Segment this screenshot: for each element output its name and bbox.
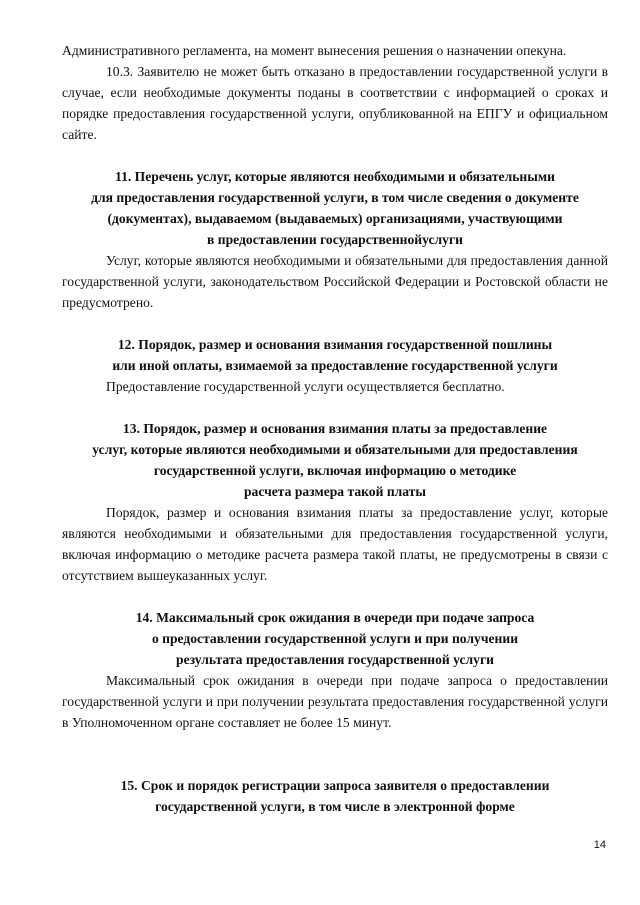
section-11-heading — [62, 166, 608, 250]
section-13-heading-line: государственной услуги, включая информацию о методике — [153, 463, 517, 478]
section-12-heading — [62, 334, 608, 376]
section-13-heading-line: расчета размера такой платы — [243, 484, 427, 499]
section-12-text: Предоставление государственной услуги осуществляется бесплатно. — [106, 379, 505, 394]
section-11-heading-line: (документах), выдаваемом (выдаваемых) организациями, участвующими — [107, 211, 563, 226]
section-14-heading-line: 14. Максимальный срок ожидания в очереди при подаче запроса — [135, 610, 535, 625]
section-15-heading-line: государственной услуги, в том числе в электронной форме — [155, 799, 515, 814]
section-12-heading-line: 12. Порядок, размер и основания взимания государственной пошлины — [117, 337, 553, 352]
section-11-heading-line: в предоставлении государственнойуслуги — [207, 232, 463, 247]
section-13-text: Порядок, размер и основания взимания платы за предоставление услуг, которые являются необходимыми и обязательными для предоставления государственной услуги, включая информацию о методике расчета размера такой платы, не предусмотрены в связи с отсутствием вышеуказанных услуг. — [62, 505, 608, 583]
section-11-heading-line: для предоставления государственной услуги, в том числе сведения о документе — [91, 190, 579, 205]
page-number: 14 — [593, 839, 606, 851]
section-13-heading-line: услуг, которые являются необходимыми и обязательными для предоставления — [92, 442, 578, 457]
section-13-heading — [62, 418, 608, 502]
section-13-heading-line: 13. Порядок, размер и основания взимания платы за предоставление — [122, 421, 548, 436]
section-14-heading-line: о предоставлении государственной услуги и при получении — [151, 631, 519, 646]
section-11-text: Услуг, которые являются необходимыми и обязательными для предоставления данной государственной услуги, законодательством Российской Федерации и Ростовской области не предусмотрено. — [62, 253, 608, 310]
section-14-text: Максимальный срок ожидания в очереди при подаче запроса о предоставлении государственной услуги и при получении результата предоставления государственной услуги в Уполномоченном органе составляет не более 15 минут. — [62, 673, 608, 730]
section-11-heading-line: 11. Перечень услуг, которые являются необходимыми и обязательными — [115, 169, 555, 184]
paragraph-regulation-end: Административного регламента, на момент вынесения решения о назначении опекуна. — [62, 43, 567, 58]
section-12-heading-line: или иной оплаты, взимаемой за предоставление государственной услуги — [112, 358, 558, 373]
section-14-heading — [62, 607, 608, 670]
paragraph-10-3: 10.3. Заявителю не может быть отказано в предоставлении государственной услуги в случае, если необходимые документы поданы в соответствии с информацией о сроках и порядке предоставления государственной услуги, опубликованной на ЕПГУ и официальном сайте. — [62, 64, 608, 142]
section-15-heading-line: 15. Срок и порядок регистрации запроса заявителя о предоставлении — [120, 778, 550, 793]
page-content — [62, 40, 608, 817]
section-15-heading — [62, 775, 608, 817]
section-14-heading-line: результата предоставления государственной услуги — [176, 652, 494, 667]
